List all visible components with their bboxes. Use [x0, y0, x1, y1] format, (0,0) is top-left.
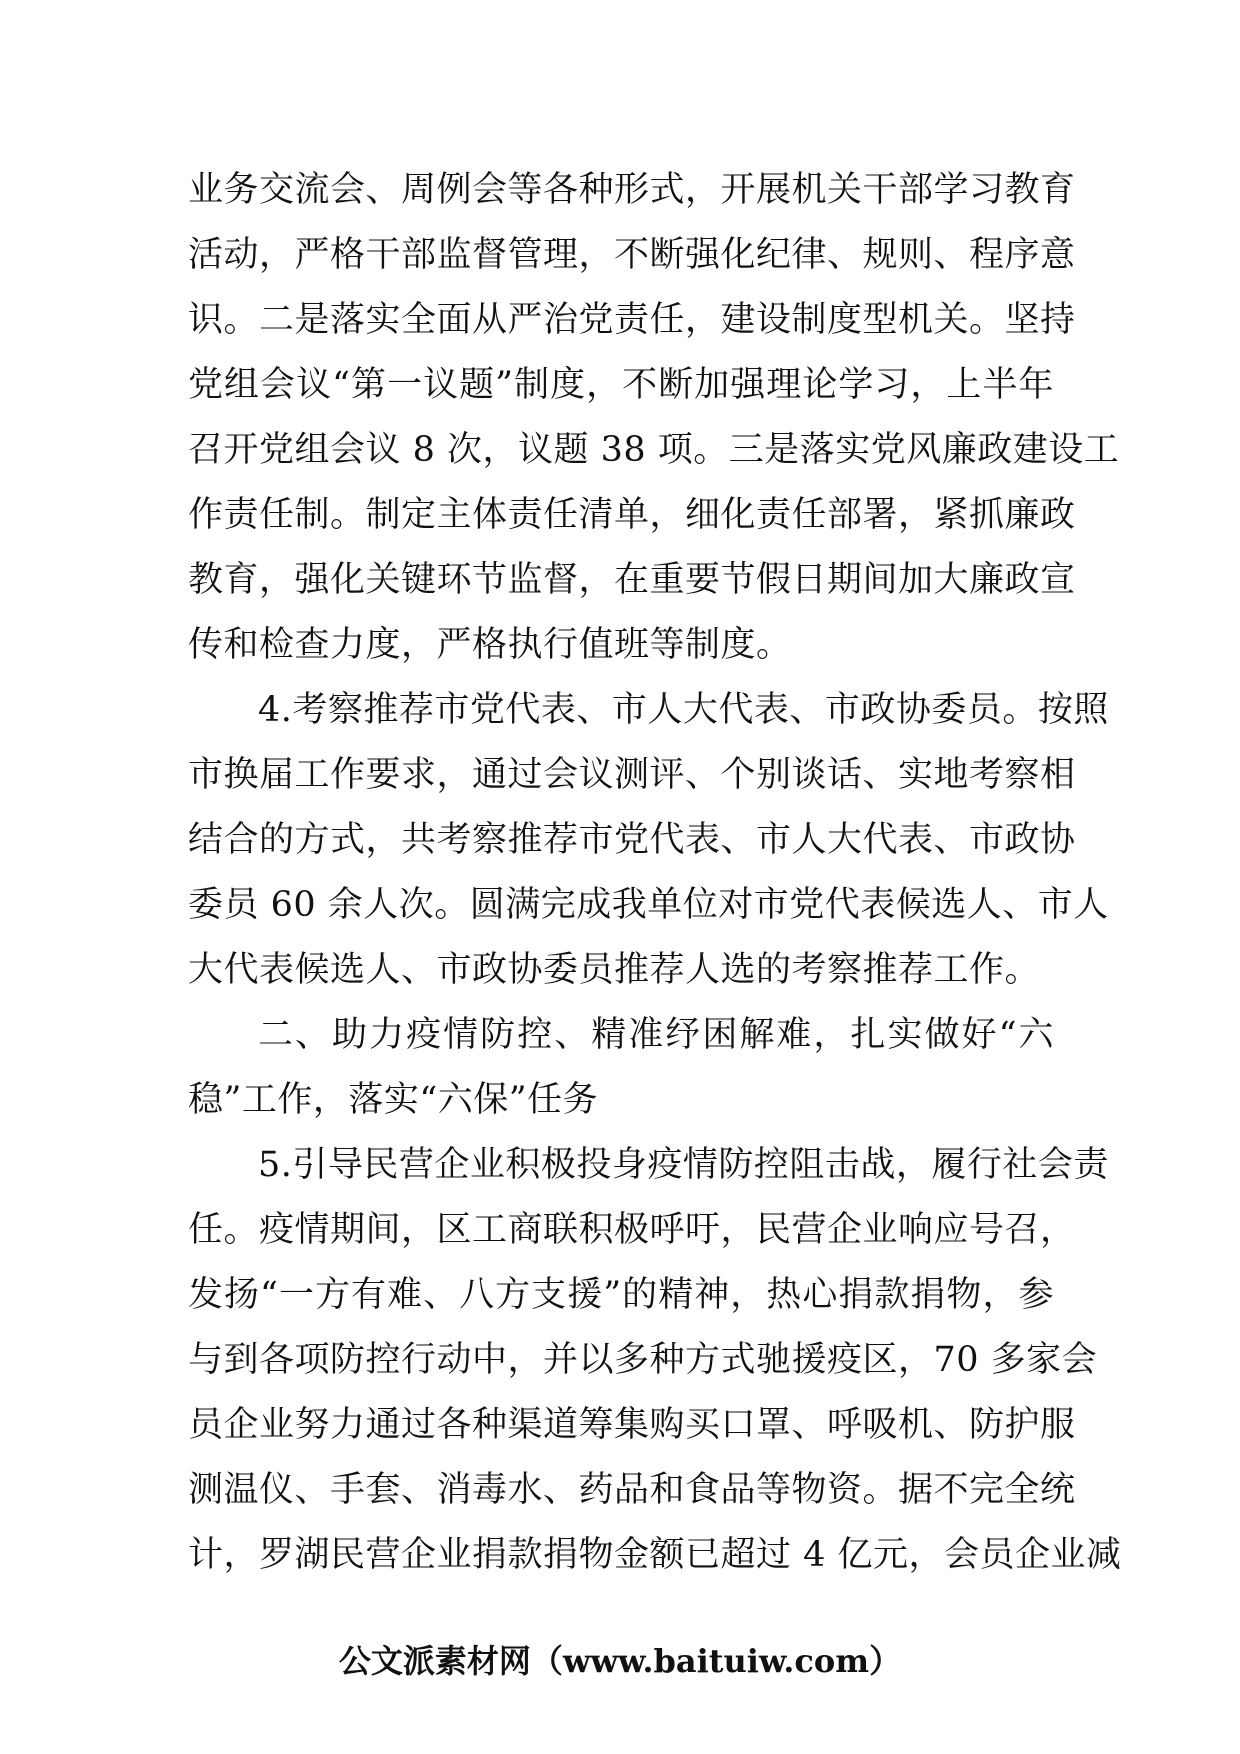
text-line: 计，罗湖民营企业捐款捐物金额已超过 4 亿元，会员企业减	[188, 1535, 1122, 1575]
text-line: 委员 60 余人次。圆满完成我单位对市党代表候选人、市人	[188, 885, 1109, 925]
text-line: 大代表候选人、市政协委员推荐人选的考察推荐工作。	[188, 950, 1041, 990]
paragraph-heading-4: 4.考察推荐市党代表、市人大代表、市政协委员。按照	[258, 690, 1109, 730]
section-heading-2-cont: 稳”工作，落实“六保”任务	[188, 1080, 599, 1120]
watermark-footer: 公文派素材网（www.baituiw.com）	[338, 1642, 902, 1680]
text-line: 员企业努力通过各种渠道筹集购买口罩、呼吸机、防护服	[188, 1405, 1076, 1445]
text-line: 结合的方式，共考察推荐市党代表、市人大代表、市政协	[188, 820, 1076, 860]
paragraph-heading-5: 5.引导民营企业积极投身疫情防控阻击战，履行社会责	[258, 1145, 1109, 1185]
text-line: 传和检查力度，严格执行值班等制度。	[188, 625, 792, 665]
text-line: 测温仪、手套、消毒水、药品和食品等物资。据不完全统	[188, 1470, 1076, 1510]
text-line: 识。二是落实全面从严治党责任，建设制度型机关。坚持	[188, 300, 1076, 340]
document-body	[188, 158, 1122, 1588]
text-line: 业务交流会、周例会等各种形式，开展机关干部学习教育	[188, 170, 1076, 210]
text-line: 作责任制。制定主体责任清单，细化责任部署，紧抓廉政	[188, 495, 1076, 535]
text-line: 党组会议“第一议题”制度，不断加强理论学习，上半年	[188, 365, 1054, 405]
text-line: 任。疫情期间，区工商联积极呼吁，民营企业响应号召，	[188, 1210, 1076, 1250]
text-line: 与到各项防控行动中，并以多种方式驰援疫区，70 多家会	[188, 1340, 1098, 1380]
section-heading-2: 二、助力疫情防控、精准纾困解难，扎实做好“六	[258, 1015, 1054, 1055]
text-line: 发扬“一方有难、八方支援”的精神，热心捐款捐物，参	[188, 1275, 1054, 1315]
text-line: 召开党组会议 8 次，议题 38 项。三是落实党风廉政建设工	[188, 430, 1120, 470]
text-line: 市换届工作要求，通过会议测评、个别谈话、实地考察相	[188, 755, 1076, 795]
text-line: 活动，严格干部监督管理，不断强化纪律、规则、程序意	[188, 235, 1076, 275]
text-line: 教育，强化关键环节监督，在重要节假日期间加大廉政宣	[188, 560, 1076, 600]
